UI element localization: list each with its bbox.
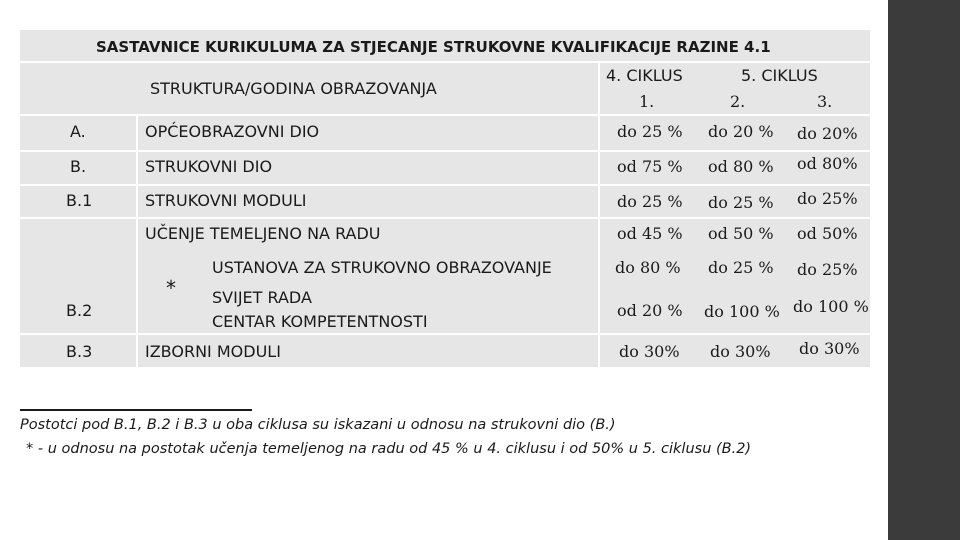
footnote-rule — [20, 409, 252, 411]
value-year2: do 100 % — [704, 302, 780, 321]
row-code: B.2 — [66, 301, 93, 320]
row-code: B.3 — [66, 342, 93, 361]
row-label: STRUKOVNI MODULI — [145, 191, 307, 210]
value-year1: do 25 % — [617, 192, 683, 211]
value-year3: do 25% — [797, 260, 858, 279]
value-year3: do 20% — [797, 124, 858, 143]
value-year1: do 30% — [619, 342, 680, 361]
value-year1: do 80 % — [615, 258, 681, 277]
row-label-secondary: CENTAR KOMPETENTNOSTI — [212, 312, 428, 331]
asterisk-mark: * — [166, 276, 176, 300]
value-year3: od 80% — [797, 154, 858, 173]
row-label: OPĆEOBRAZOVNI DIO — [145, 122, 320, 141]
row-divider — [20, 61, 870, 63]
row-divider — [20, 150, 870, 152]
table-title: SASTAVNICE KURIKULUMA ZA STJECANJE STRUKOVNE KVALIFIKACIJE RAZINE 4.1 — [96, 38, 771, 56]
value-year3: do 100 % — [793, 297, 869, 316]
footnote-percentages: Postotci pod B.1, B.2 i B.3 u oba ciklusa su iskazani u odnosu na strukovni dio (B.) — [20, 417, 616, 433]
row-label: STRUKOVNI DIO — [145, 157, 273, 176]
column-divider — [136, 114, 138, 367]
cycle4-header: 4. CIKLUS — [606, 66, 683, 85]
value-year3: od 50% — [797, 224, 858, 243]
value-year1: od 45 % — [617, 224, 683, 243]
value-year2: do 25 % — [708, 258, 774, 277]
value-year2: do 20 % — [708, 122, 774, 141]
row-code: B.1 — [66, 191, 93, 210]
value-year2: od 50 % — [708, 224, 774, 243]
row-label: UČENJE TEMELJENO NA RADU — [145, 224, 381, 243]
row-label: USTANOVA ZA STRUKOVNO OBRAZOVANJE — [212, 258, 552, 277]
cycle5-header: 5. CIKLUS — [741, 66, 818, 85]
row-divider — [20, 333, 870, 335]
row-label: SVIJET RADA — [212, 288, 312, 307]
value-year2: od 80 % — [708, 157, 774, 176]
value-year3: do 30% — [799, 339, 860, 358]
value-year2: do 30% — [710, 342, 771, 361]
row-code: B. — [70, 157, 87, 176]
row-divider — [20, 114, 870, 116]
row-label: IZBORNI MODULI — [145, 342, 281, 361]
row-code: A. — [70, 122, 86, 141]
value-year1: do 25 % — [617, 122, 683, 141]
right-sidebar — [888, 0, 960, 540]
year2-header: 2. — [730, 92, 746, 111]
value-year1: od 75 % — [617, 157, 683, 176]
row-divider — [20, 217, 870, 219]
year1-header: 1. — [639, 92, 655, 111]
row-divider — [20, 184, 870, 186]
column-divider — [598, 61, 600, 367]
value-year1: od 20 % — [617, 301, 683, 320]
value-year2: do 25 % — [708, 193, 774, 212]
footnote-asterisk: * - u odnosu na postotak učenja temeljenog na radu od 45 % u 4. ciklusu i od 50% u 5. ciklusu (B.2) — [26, 441, 752, 457]
value-year3: do 25% — [797, 189, 858, 208]
year3-header: 3. — [817, 92, 833, 111]
structure-header: STRUKTURA/GODINA OBRAZOVANJA — [150, 79, 437, 98]
